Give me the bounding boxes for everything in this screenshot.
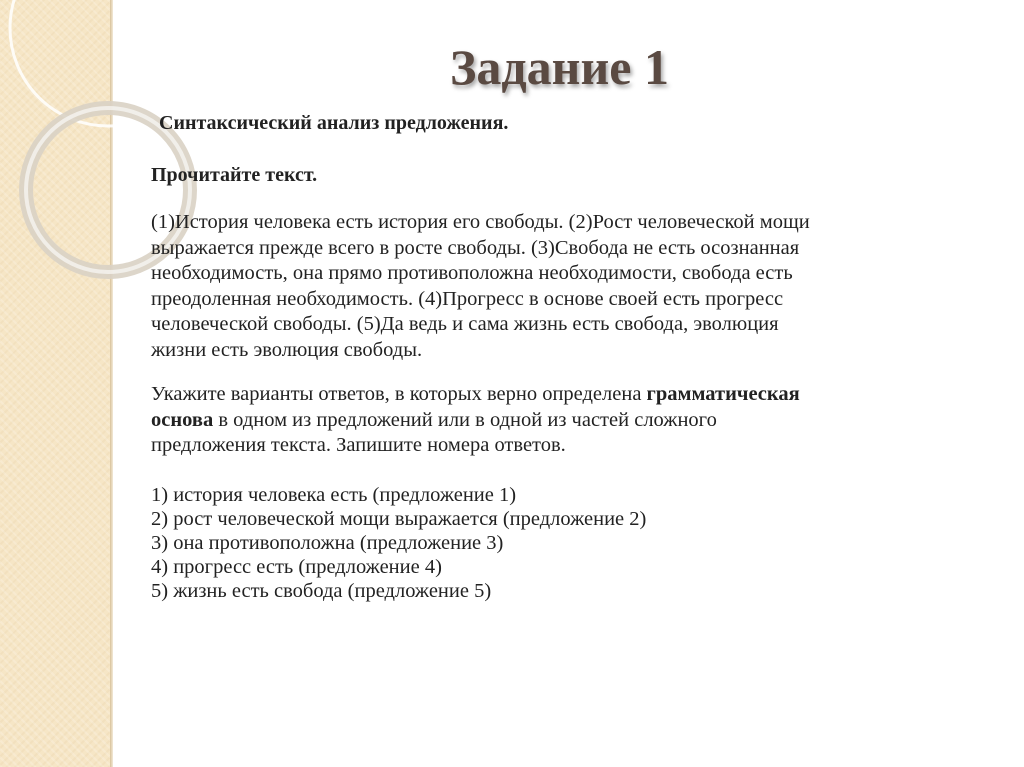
task-line-3: предложения текста. Запишите номера ответов. (151, 434, 566, 456)
slide-title: Задание 1 (450, 39, 669, 95)
answer-option: 1) история человека есть (предложение 1) (151, 484, 517, 506)
answer-option: 5) жизнь есть свобода (предложение 5) (151, 580, 492, 602)
answer-option: 3) она противоположна (предложение 3) (151, 532, 504, 554)
task-text-suffix: в одном из предложений или в одной из частей сложного (213, 408, 717, 431)
task-bold-term: грамматическая (646, 383, 800, 405)
task-line-1 (151, 382, 981, 408)
passage-line: необходимость, она прямо противоположна необходимости, свобода есть (151, 262, 793, 284)
answer-option: 2) рост человеческой мощи выражается (предложение 2) (151, 508, 647, 530)
passage-line: выражается прежде всего в росте свободы. (3)Свобода не есть осознанная (151, 236, 800, 259)
passage-line: жизни есть эволюция свободы. (151, 338, 423, 361)
passage-text (151, 210, 981, 363)
instruction: Прочитайте текст. (151, 164, 318, 186)
task-bold-term-2: основа (151, 408, 214, 431)
task-text (151, 382, 981, 459)
answer-options (151, 483, 646, 603)
answer-option: 4) прогресс есть (предложение 4) (151, 556, 442, 578)
subtitle: Синтаксический анализ предложения. (159, 112, 509, 134)
passage-line: (1)История человека есть история его свободы. (2)Рост человеческой мощи (151, 211, 810, 233)
task-text-prefix: Укажите варианты ответов, в которых верно определена (151, 383, 647, 405)
task-line-2 (151, 408, 981, 434)
passage-line: преодоленная необходимость. (4)Прогресс в основе своей есть прогресс (151, 287, 784, 310)
passage-line: человеческой свободы. (5)Да ведь и сама жизнь есть свобода, эволюция (151, 313, 779, 335)
